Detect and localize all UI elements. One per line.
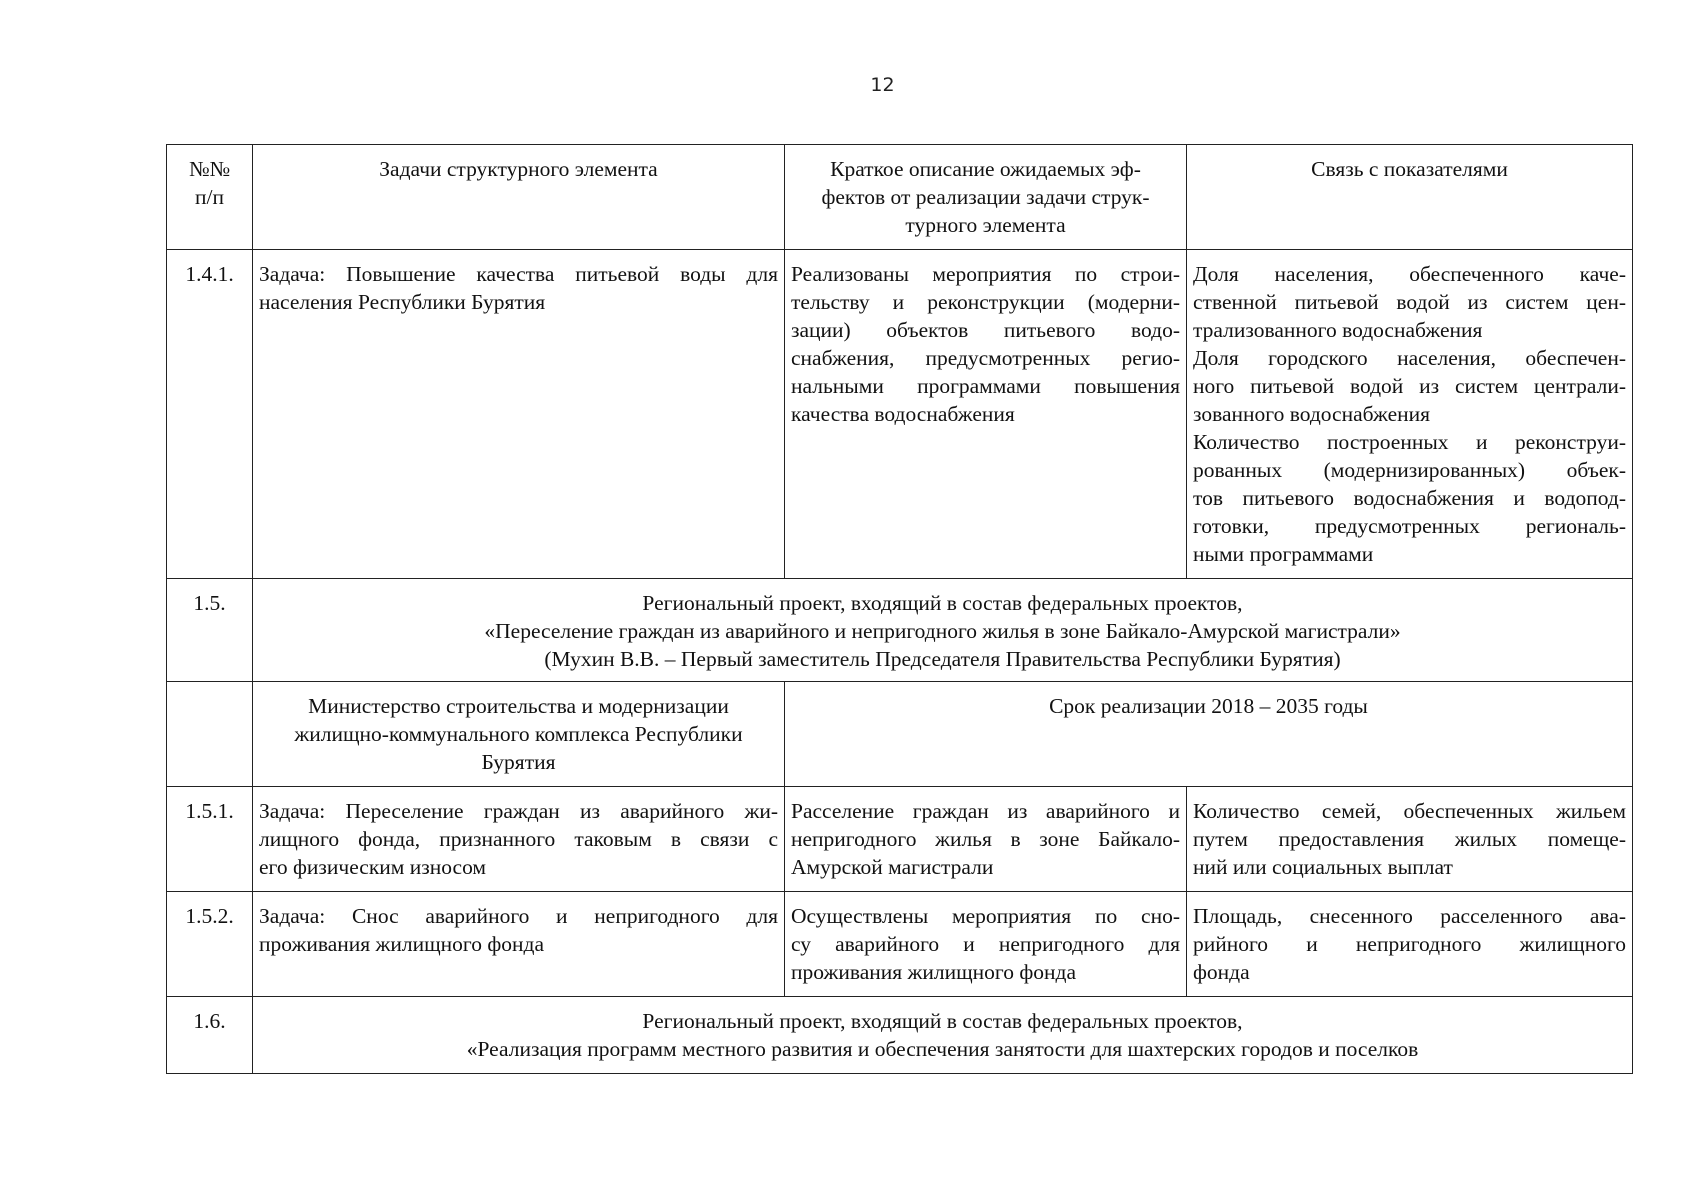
indicators-cell: [1187, 892, 1633, 997]
header-indicators-text: Связь с показателями: [1311, 157, 1508, 181]
table-row-1-5-1: [167, 787, 1633, 892]
table-header-row: [167, 145, 1633, 250]
indicator-line: Доля городского населения, обеспечен-: [1193, 346, 1626, 370]
effect-line: Расселение граждан из аварийного и: [791, 799, 1180, 823]
header-effects-line: Краткое описание ожидаемых эф-: [830, 157, 1141, 181]
indicators-cell: [1187, 787, 1633, 892]
header-effects-line: турного элемента: [905, 213, 1066, 237]
table-row-1-5-meta: [167, 682, 1633, 787]
task-line: проживания жилищного фонда: [259, 932, 545, 956]
ministry-line: Министерство строительства и модернизации: [308, 694, 729, 718]
task-cell: [253, 787, 785, 892]
effect-line: Амурской магистрали: [791, 855, 994, 879]
task-line: населения Республики Бурятия: [259, 290, 546, 314]
indicator-line: готовки, предусмотренных региональ-: [1193, 514, 1626, 538]
empty-cell: [167, 682, 253, 787]
indicator-line: ний или социальных выплат: [1193, 855, 1453, 879]
effect-line: проживания жилищного фонда: [791, 960, 1077, 984]
effect-line: нальными программами повышения: [791, 374, 1180, 398]
effect-line: тельству и реконструкции (модерни-: [791, 290, 1180, 314]
table-row-1-5-2: [167, 892, 1633, 997]
ministry-line: Бурятия: [481, 750, 556, 774]
task-line: лищного фонда, признанного таковым в связи с: [259, 827, 778, 851]
effect-cell: [785, 250, 1187, 579]
ministry-cell: [253, 682, 785, 787]
header-indicators: [1187, 145, 1633, 250]
header-effects: [785, 145, 1187, 250]
row-number: 1.4.1.: [167, 250, 253, 579]
indicator-line: путем предоставления жилых помеще-: [1193, 827, 1626, 851]
task-cell: [253, 250, 785, 579]
task-line: Задача: Повышение качества питьевой воды для: [259, 262, 778, 286]
indicator-line: ными программами: [1193, 542, 1374, 566]
indicator-line: тов питьевого водоснабжения и водопод-: [1193, 486, 1626, 510]
table-row-1-5: [167, 579, 1633, 682]
document-table: [166, 144, 1633, 1074]
indicator-line: рийного и непригодного жилищного: [1193, 932, 1626, 956]
project-cell: [253, 579, 1633, 682]
header-num: [167, 145, 253, 250]
indicator-line: рованных (модернизированных) объек-: [1193, 458, 1626, 482]
indicators-cell: [1187, 250, 1633, 579]
header-tasks-text: Задачи структурного элемента: [379, 157, 658, 181]
project-line: «Переселение граждан из аварийного и непригодного жилья в зоне Байкало-Амурской магистрали»: [484, 619, 1401, 643]
effect-cell: [785, 892, 1187, 997]
header-effects-line: фектов от реализации задачи струк-: [821, 185, 1150, 209]
effect-line: Реализованы мероприятия по строи-: [791, 262, 1180, 286]
row-number: 1.5.2.: [167, 892, 253, 997]
header-tasks: [253, 145, 785, 250]
indicator-line: Площадь, снесенного расселенного ава-: [1193, 904, 1626, 928]
project-line: «Реализация программ местного развития и обеспечения занятости для шахтерских городов и поселков: [466, 1037, 1419, 1061]
effect-line: непригодного жилья в зоне Байкало-: [791, 827, 1180, 851]
project-line: Региональный проект, входящий в состав федеральных проектов,: [642, 591, 1243, 615]
header-num-text: №№ п/п: [188, 157, 231, 209]
effect-line: зации) объектов питьевого водо-: [791, 318, 1180, 342]
indicator-line: фонда: [1193, 960, 1250, 984]
period-text: Срок реализации 2018 – 2035 годы: [1049, 694, 1368, 718]
effect-line: Осуществлены мероприятия по сно-: [791, 904, 1180, 928]
period-cell: [785, 682, 1633, 787]
indicator-line: ственной питьевой водой из систем цен-: [1193, 290, 1626, 314]
indicator-line: Доля населения, обеспеченного каче-: [1193, 262, 1626, 286]
project-cell: [253, 997, 1633, 1074]
indicator-line: Количество семей, обеспеченных жильем: [1193, 799, 1626, 823]
table-row-1-4-1: [167, 250, 1633, 579]
task-line: Задача: Снос аварийного и непригодного для: [259, 904, 778, 928]
project-line: (Мухин В.В. – Первый заместитель Председателя Правительства Республики Бурятия): [544, 647, 1341, 671]
row-number: 1.5.: [167, 579, 253, 682]
ministry-line: жилищно-коммунального комплекса Республики: [294, 722, 743, 746]
effect-line: снабжения, предусмотренных регио-: [791, 346, 1180, 370]
indicator-line: трализованного водоснабжения: [1193, 318, 1483, 342]
task-line: его физическим износом: [259, 855, 487, 879]
effect-cell: [785, 787, 1187, 892]
indicator-line: ного питьевой водой из систем централи-: [1193, 374, 1626, 398]
page-number: 12: [870, 74, 895, 96]
indicator-line: Количество построенных и реконструи-: [1193, 430, 1626, 454]
task-line: Задача: Переселение граждан из аварийного жи-: [259, 799, 778, 823]
indicator-line: зованного водоснабжения: [1193, 402, 1431, 426]
task-cell: [253, 892, 785, 997]
table-row-1-6: [167, 997, 1633, 1074]
effect-line: качества водоснабжения: [791, 402, 1015, 426]
project-line: Региональный проект, входящий в состав федеральных проектов,: [642, 1009, 1243, 1033]
row-number: 1.5.1.: [167, 787, 253, 892]
row-number: 1.6.: [167, 997, 253, 1074]
effect-line: су аварийного и непригодного для: [791, 932, 1180, 956]
